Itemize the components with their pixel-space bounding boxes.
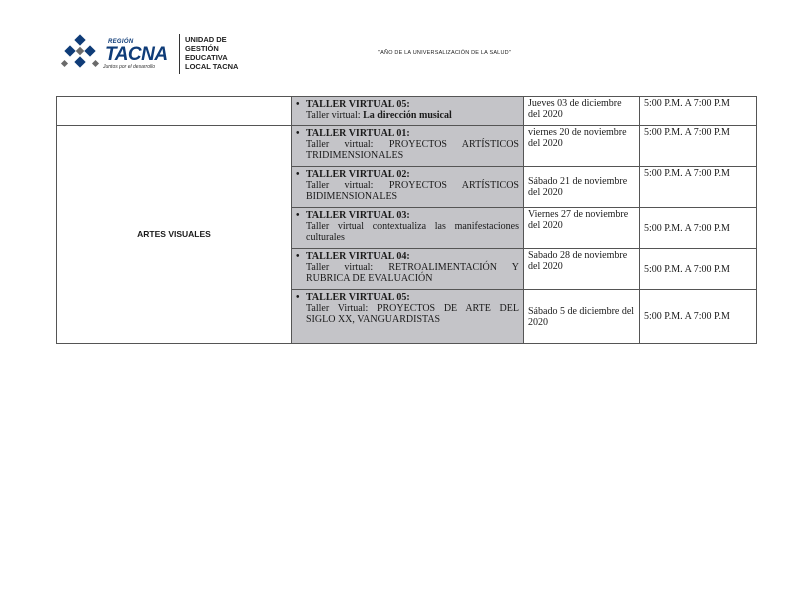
date-cell: Sabado 28 de noviembre del 2020 <box>524 249 640 290</box>
taller-title: • TALLER VIRTUAL 04: <box>306 251 519 262</box>
time-cell: 5:00 P.M. A 7:00 P.M <box>640 249 757 290</box>
taller-cell <box>292 249 524 290</box>
logo-mark-icon <box>60 34 104 74</box>
table-row <box>57 126 757 167</box>
taller-desc-bold: La dirección musical <box>363 110 452 121</box>
taller-cell <box>292 126 524 167</box>
ugel-line: GESTIÓN <box>185 44 219 53</box>
taller-cell <box>292 208 524 249</box>
header-divider <box>179 34 180 74</box>
ugel-line: LOCAL TACNA <box>185 62 239 71</box>
taller-title: • TALLER VIRTUAL 01: <box>306 128 519 139</box>
page-header <box>56 30 756 80</box>
taller-title: • TALLER VIRTUAL 05: <box>306 99 519 110</box>
time-cell: 5:00 P.M. A 7:00 P.M <box>640 167 757 208</box>
time-cell: 5:00 P.M. A 7:00 P.M <box>640 126 757 167</box>
date-cell: Jueves 03 de diciembre del 2020 <box>524 97 640 126</box>
taller-title: • TALLER VIRTUAL 03: <box>306 210 519 221</box>
ugel-name <box>185 35 238 71</box>
area-cell: ARTES VISUALES <box>57 126 292 344</box>
time-cell: 5:00 P.M. A 7:00 P.M <box>640 97 757 126</box>
taller-title: • TALLER VIRTUAL 05: <box>306 292 519 303</box>
date-cell: Sábado 5 de diciembre del 2020 <box>524 290 640 344</box>
logo-slogan-text: Juntos por el desarrollo <box>103 64 155 70</box>
date-cell: viernes 20 de noviembre del 2020 <box>524 126 640 167</box>
time-cell: 5:00 P.M. A 7:00 P.M <box>640 208 757 249</box>
ugel-line: EDUCATIVA <box>185 53 228 62</box>
schedule-table <box>56 96 757 344</box>
taller-desc <box>306 110 519 121</box>
taller-title: • TALLER VIRTUAL 02: <box>306 169 519 180</box>
taller-desc: Taller Virtual: PROYECTOS DE ARTE DEL SIGLO XX, VANGUARDISTAS <box>306 303 519 325</box>
ugel-line: UNIDAD DE <box>185 35 227 44</box>
logo-region-text: REGIÓN <box>108 39 134 45</box>
taller-desc: Taller virtual: PROYECTOS ARTÍSTICOS TRIDIMENSIONALES <box>306 139 519 161</box>
logo-name-text: TACNA <box>105 44 168 65</box>
taller-desc: Taller virtual: RETROALIMENTACIÓN Y RUBRICA DE EVALUACIÓN <box>306 262 519 284</box>
taller-cell <box>292 97 524 126</box>
date-cell: Sábado 21 de noviembre del 2020 <box>524 167 640 208</box>
time-cell: 5:00 P.M. A 7:00 P.M <box>640 290 757 344</box>
taller-desc-prefix: Taller virtual: <box>306 110 364 121</box>
area-cell-empty <box>57 97 292 126</box>
taller-cell <box>292 290 524 344</box>
taller-desc: Taller virtual: PROYECTOS ARTÍSTICOS BIDIMENSIONALES <box>306 180 519 202</box>
taller-desc: Taller virtual contextualiza las manifestaciones culturales <box>306 221 519 243</box>
region-tacna-logo <box>56 30 176 76</box>
year-motto: "AÑO DE LA UNIVERSALIZACIÓN DE LA SALUD" <box>378 50 511 56</box>
taller-cell <box>292 167 524 208</box>
table-row <box>57 97 757 126</box>
date-cell: Viernes 27 de noviembre del 2020 <box>524 208 640 249</box>
